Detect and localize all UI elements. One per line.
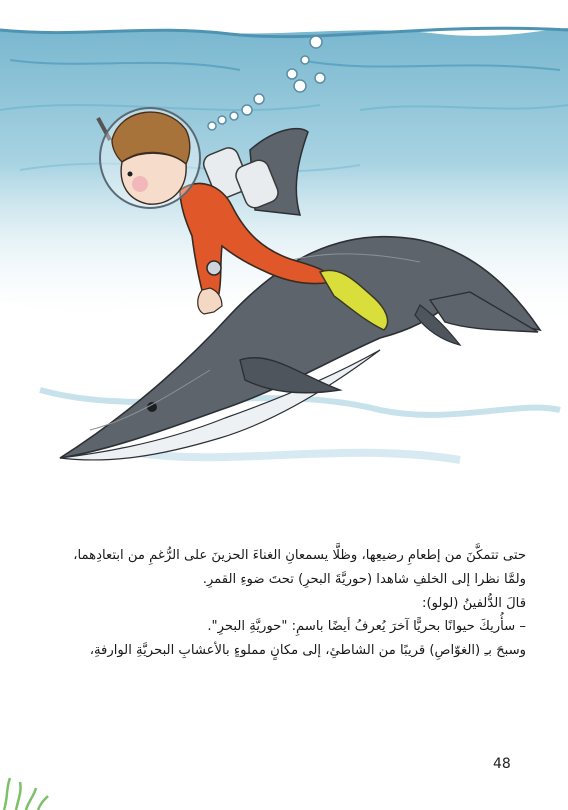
story-text-block bbox=[36, 544, 526, 663]
story-line: ولمَّا نظرا إلى الخلفِ شاهدا (حوريَّةَ البحرِ) تحتَ ضوءِ القمرِ. bbox=[202, 571, 526, 587]
seaweed-corner-decoration bbox=[0, 770, 70, 810]
story-line: – سأُريكَ حيوانًا بحريًّا آخرَ يُعرفُ أيضًا باسمِ: "حوريَّةِ البحرِ". bbox=[207, 619, 526, 635]
page-number: 48 bbox=[493, 756, 511, 772]
story-line: حتى تتمكَّنَ من إطعامِ رضيعِها، وظلَّا يسمعانِ الغناءَ الحزينَ على الرُّغمِ من ابتعادِهما، bbox=[73, 548, 526, 563]
story-line: قالَ الدُّلفينُ (لولو): bbox=[422, 595, 526, 611]
story-line: وسبحَ بـِ (الغوّاصِ) قريبًا من الشاطئِ، إلى مكانٍ مملوءٍ بالأعشابِ البحريَّةِ الوارفةِ، bbox=[89, 643, 526, 659]
